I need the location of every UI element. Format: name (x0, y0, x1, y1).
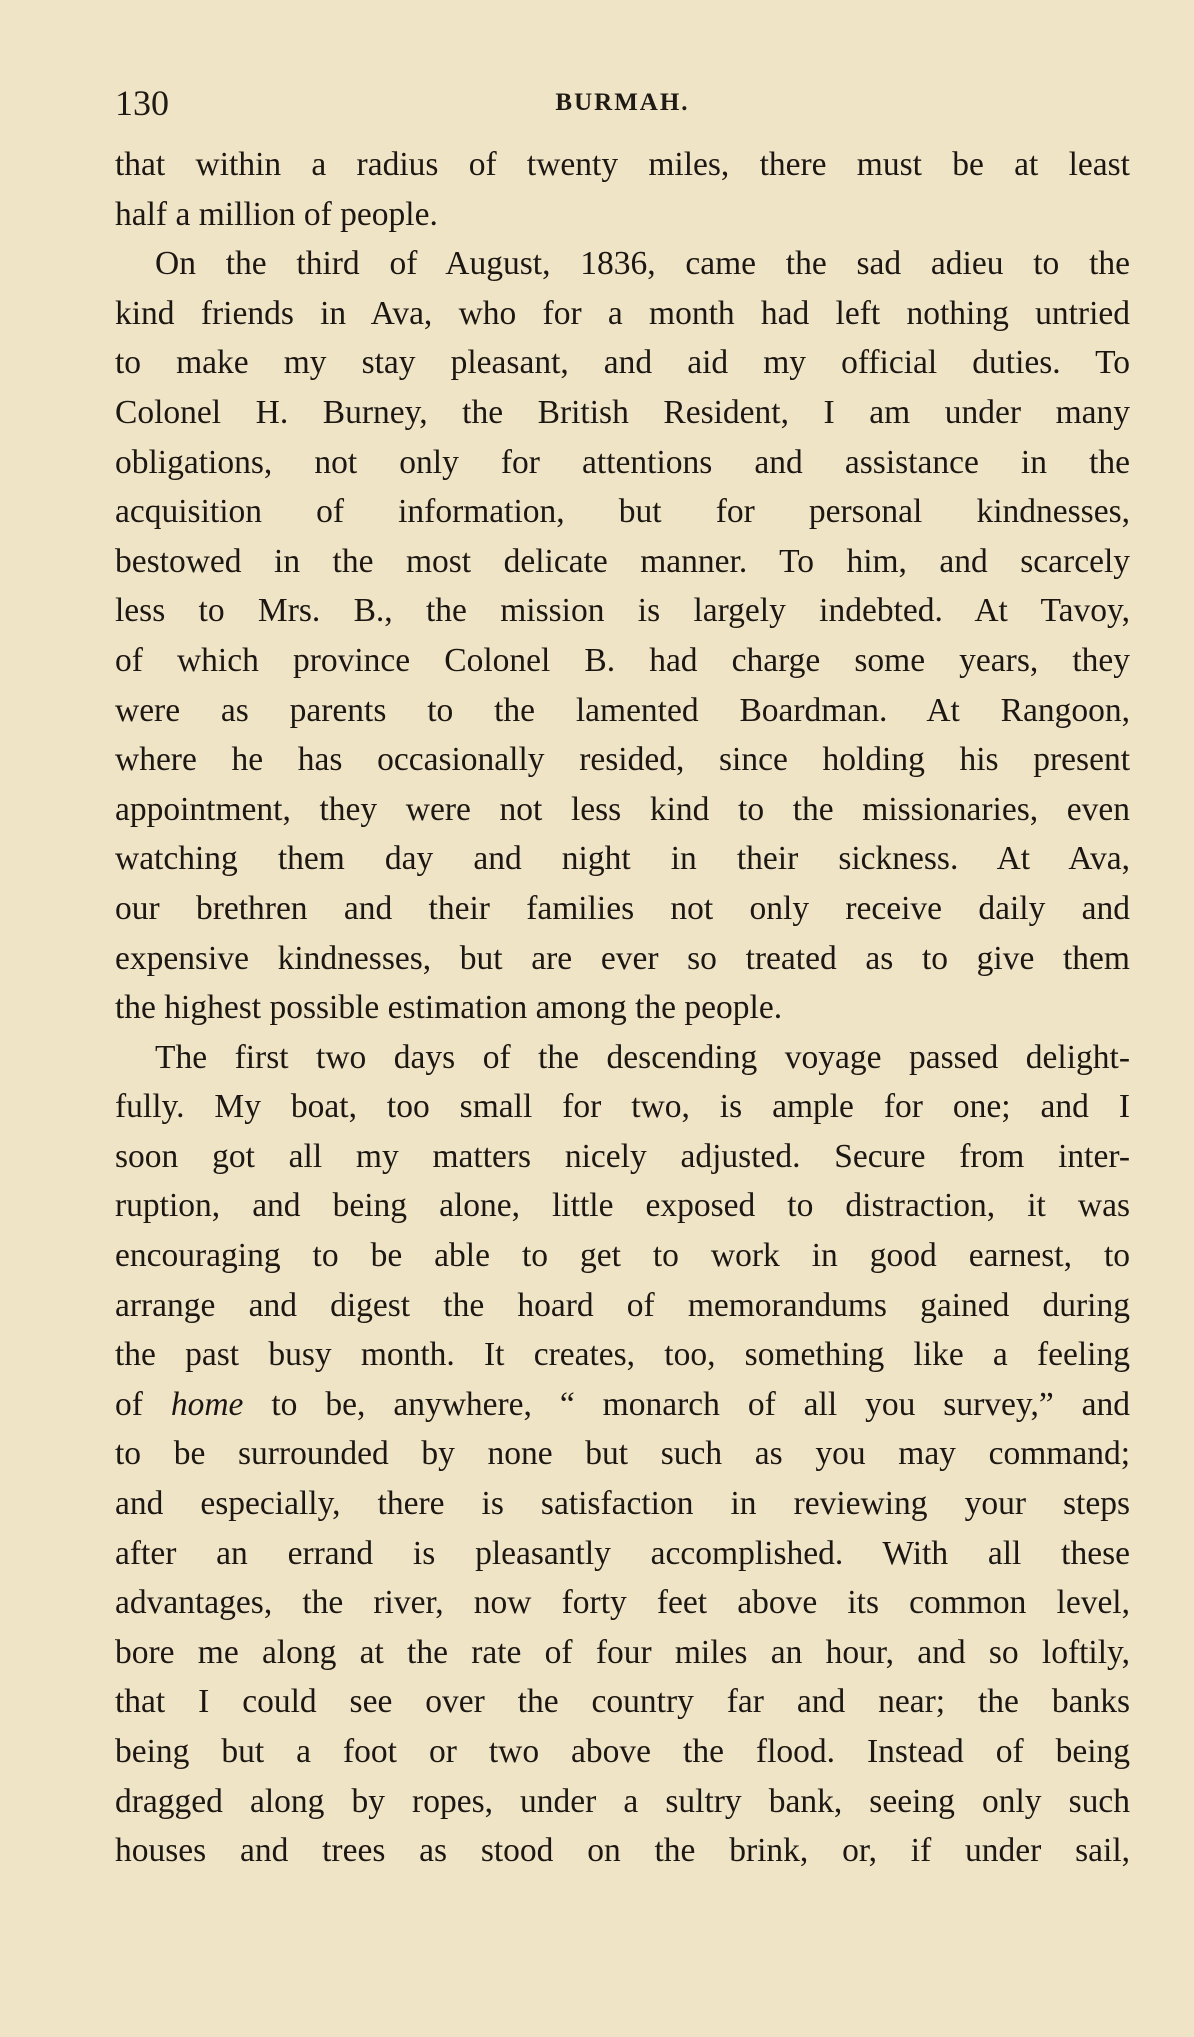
text-line: the highest possible estimation among the people. (115, 989, 783, 1027)
text-line: that I could see over the country far and near; the banks (115, 1683, 1130, 1721)
text-line: acquisition of information, but for personal kindnesses, (115, 493, 1130, 531)
text-line: bore me along at the rate of four miles an hour, and so loftily, (115, 1633, 1130, 1671)
text-line: to be surrounded by none but such as you may command; (115, 1435, 1130, 1473)
text-line: bestowed in the most delicate manner. To him, and scarcely (115, 542, 1130, 580)
text-line: our brethren and their families not only receive daily and (115, 889, 1130, 927)
text-line: soon got all my matters nicely adjusted. Secure from inter- (115, 1137, 1130, 1175)
text-line: expensive kindnesses, but are ever so treated as to give them (115, 939, 1130, 977)
text-line: fully. My boat, too small for two, is ample for one; and I (115, 1088, 1130, 1126)
italic-word: home (170, 1385, 244, 1423)
text-line: Colonel H. Burney, the British Resident, I am under many (115, 393, 1130, 431)
body-text (115, 140, 1130, 1876)
text-line: that within a radius of twenty miles, there must be at least (115, 146, 1130, 183)
paragraph-start-line: The first two days of the descending voyage passed delight- (155, 1038, 1130, 1076)
text-line: the past busy month. It creates, too, something like a feeling (115, 1336, 1130, 1374)
text-line-with-italic (115, 1380, 1130, 1430)
text-line: less to Mrs. B., the mission is largely indebted. At Tavoy, (115, 592, 1130, 630)
text-line: half a million of people. (115, 195, 438, 233)
text-line: arrange and digest the hoard of memorandums gained during (115, 1286, 1130, 1324)
text-line: appointment, they were not less kind to the missionaries, even (115, 790, 1130, 828)
text-line: being but a foot or two above the flood. Instead of being (115, 1733, 1130, 1770)
page-header (115, 78, 1130, 128)
text-line: after an errand is pleasantly accomplished. With all these (115, 1534, 1130, 1572)
text-line: watching them day and night in their sickness. At Ava, (115, 840, 1130, 878)
text-line: to make my stay pleasant, and aid my official duties. To (115, 344, 1130, 382)
text-line: of which province Colonel B. had charge some years, they (115, 641, 1130, 679)
text-line: kind friends in Ava, who for a month had left nothing untried (115, 294, 1130, 332)
line-prefix: of (115, 1385, 171, 1423)
text-line: dragged along by ropes, under a sultry bank, seeing only such (115, 1782, 1130, 1820)
paragraph-start-line: On the third of August, 1836, came the sad adieu to the (155, 245, 1130, 283)
text-line: where he has occasionally resided, since holding his present (115, 741, 1130, 779)
line-remainder: to be, anywhere, “ monarch of all you survey,” and (271, 1385, 1130, 1423)
page-number: 130 (115, 83, 169, 123)
running-head: BURMAH. (555, 89, 690, 116)
text-line: obligations, not only for attentions and assistance in the (115, 443, 1130, 481)
text-line: were as parents to the lamented Boardman. At Rangoon, (115, 691, 1130, 729)
text-line: advantages, the river, now forty feet above its common level, (115, 1584, 1130, 1622)
text-line: ruption, and being alone, little exposed to distraction, it was (115, 1187, 1130, 1225)
text-line: and especially, there is satisfaction in reviewing your steps (115, 1485, 1130, 1523)
text-line: houses and trees as stood on the brink, or, if under sail, (115, 1832, 1130, 1870)
text-line: encouraging to be able to get to work in good earnest, to (115, 1237, 1130, 1275)
